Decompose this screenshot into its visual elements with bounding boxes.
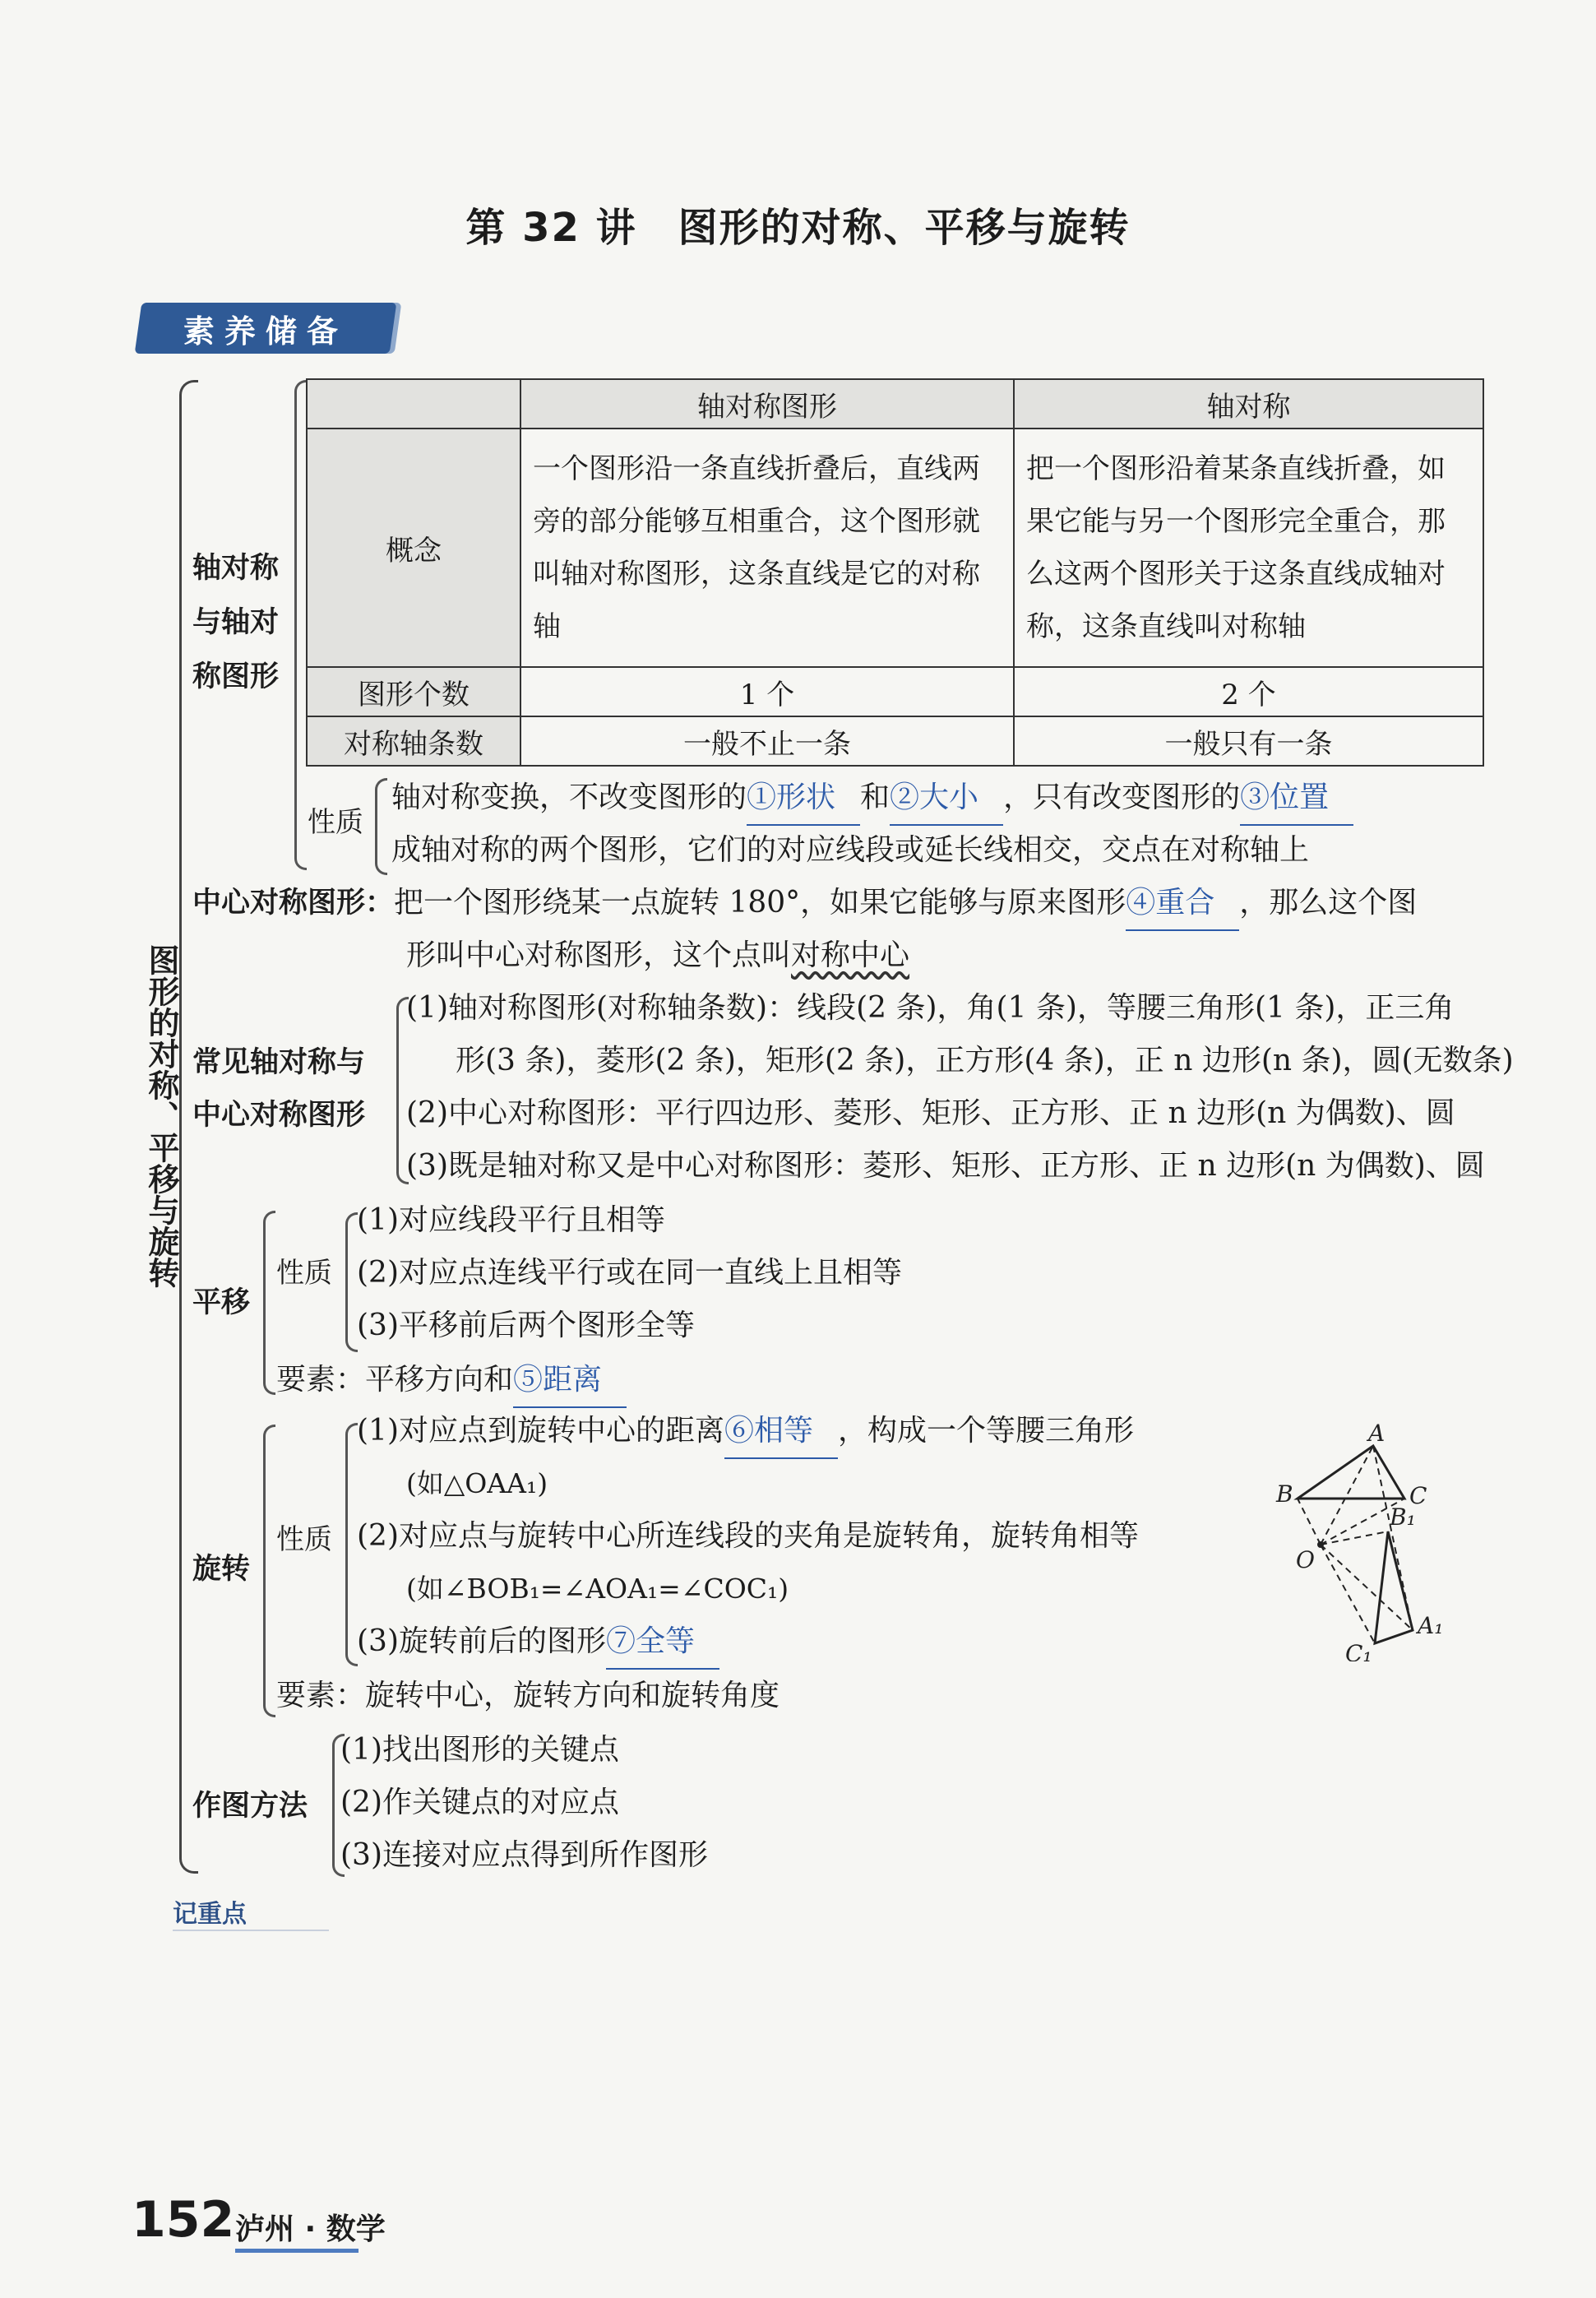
- drawing-step-2: (2)作关键点的对应点: [340, 1786, 619, 1819]
- page-title: 第 32 讲 图形的对称、平移与旋转: [465, 205, 1131, 251]
- label-b1: B₁: [1390, 1503, 1416, 1531]
- blank-5: ⑤距离: [513, 1354, 627, 1408]
- rotation-property-label: 性质: [276, 1523, 332, 1556]
- translation-p3: (3)平移前后两个图形全等: [357, 1309, 695, 1342]
- rotation-p2-example: (如∠BOB₁=∠AOA₁=∠COC₁): [406, 1573, 789, 1605]
- axis-prop1-text-b: 和: [860, 781, 891, 814]
- label-a1: A₁: [1418, 1612, 1444, 1639]
- rotation-p3: [357, 1615, 719, 1670]
- common-heading-line-2: 中心对称图形: [192, 1099, 366, 1132]
- label-b: B: [1276, 1480, 1293, 1508]
- rotation-p1-text-a: (1)对应点到旋转中心的距离: [357, 1414, 724, 1448]
- central-heading: 中心对称图形：: [192, 887, 395, 920]
- triangle-abc: [1298, 1446, 1404, 1499]
- rotation-p1-text-b: ，构成一个等腰三角形: [838, 1414, 1135, 1448]
- central-text-c: 形叫中心对称图形，这个点叫: [406, 938, 792, 972]
- central-line-2: [406, 929, 909, 982]
- rotation-diagram: [1266, 1423, 1472, 1661]
- axes-axis-figure: 一般不止一条: [520, 716, 1014, 766]
- row-head-concept: 概念: [307, 429, 520, 667]
- common-item-3: (3)既是轴对称又是中心对称图形：菱形、矩形、正方形、正 n 边形(n 为偶数)、圆: [406, 1149, 1485, 1183]
- axis-property-2: 成轴对称的两个图形，它们的对应线段或延长线相交，交点在对称轴上: [391, 833, 1310, 867]
- rotation-heading: 旋转: [192, 1553, 251, 1586]
- table-row-count: [307, 667, 1483, 716]
- axis-property-brace: [375, 778, 387, 875]
- row-head-count: 图形个数: [307, 667, 520, 716]
- table-col-axis-symmetry: 轴对称: [1014, 379, 1483, 429]
- axis-prop1-text-c: ，只有改变图形的: [1003, 781, 1241, 814]
- axis-definition-table: [306, 378, 1484, 767]
- axis-heading-line-1: 轴对称: [192, 552, 280, 585]
- rotation-p1-example: (如△OAA₁): [406, 1467, 548, 1499]
- label-c1: C₁: [1345, 1640, 1372, 1661]
- row-head-axes: 对称轴条数: [307, 716, 520, 766]
- banner-text: 素养储备: [183, 313, 348, 350]
- rotation-p3-text: (3)旋转前后的图形: [357, 1624, 606, 1658]
- translation-p2: (2)对应点连线平行或在同一直线上且相等: [357, 1256, 902, 1290]
- blank-6: ⑥相等: [724, 1405, 838, 1459]
- axis-property-label: 性质: [308, 806, 363, 839]
- footer-label: 泸州 · 数学: [235, 2212, 386, 2246]
- central-text-b: ，那么这个图: [1239, 886, 1418, 920]
- blank-7: ⑦全等: [606, 1615, 719, 1670]
- rotation-brace: [263, 1425, 275, 1717]
- table-corner-cell: [307, 379, 520, 429]
- central-text-a: 把一个图形绕某一点旋转 180°，如果它能够与原来图形: [394, 886, 1126, 920]
- symmetry-center-term: 对称中心: [791, 938, 910, 972]
- rotation-p2: (2)对应点与旋转中心所连线段的夹角是旋转角，旋转角相等: [357, 1519, 1139, 1553]
- label-o: O: [1296, 1546, 1315, 1573]
- axis-property-1: [391, 771, 1353, 826]
- concept-axis-symmetry: 把一个图形沿着某条直线折叠，如果它能与另一个图形完全重合，那么这两个图形关于这条直线成轴对称，这条直线叫对称轴: [1014, 429, 1483, 667]
- footer-accent-line: [235, 2249, 359, 2253]
- common-heading: [192, 1036, 365, 1142]
- table-row-concept: [307, 429, 1483, 667]
- central-line-1: [192, 877, 1417, 931]
- rotation-center-point: [1317, 1541, 1324, 1548]
- sidebar-title: 图形的对称、平移与旋转: [143, 944, 179, 1288]
- rotation-p1: [357, 1405, 1134, 1459]
- blank-4: ④重合: [1126, 877, 1239, 931]
- blank-2: ②大小: [890, 771, 1003, 826]
- section-banner: [135, 303, 397, 354]
- translation-p1: (1)对应线段平行且相等: [357, 1203, 665, 1237]
- axis-heading-line-3: 称图形: [192, 660, 280, 693]
- label-a: A: [1368, 1423, 1386, 1447]
- axis-heading: [192, 541, 279, 704]
- translation-heading: 平移: [192, 1286, 251, 1319]
- count-axis-figure: 1 个: [520, 667, 1014, 716]
- axis-brace: [294, 380, 307, 870]
- blank-1: ①形状: [747, 771, 860, 826]
- axis-heading-line-2: 与轴对: [192, 606, 280, 639]
- note-label: 记重点: [173, 1893, 329, 1931]
- triangle-a1b1c1: [1375, 1531, 1413, 1643]
- drawing-step-1: (1)找出图形的关键点: [340, 1733, 619, 1767]
- blank-3: ③位置: [1240, 771, 1353, 826]
- translation-property-label: 性质: [276, 1257, 332, 1290]
- table-col-axis-figure: 轴对称图形: [520, 379, 1014, 429]
- axes-axis-symmetry: 一般只有一条: [1014, 716, 1483, 766]
- rotation-dashed-lines: [1298, 1446, 1413, 1643]
- rotation-property-brace: [345, 1423, 358, 1666]
- drawing-heading: 作图方法: [192, 1790, 308, 1823]
- count-axis-symmetry: 2 个: [1014, 667, 1483, 716]
- common-item-1a: (1)轴对称图形(对称轴条数)：线段(2 条)，角(1 条)，等腰三角形(1 条)，正三角: [406, 991, 1455, 1025]
- translation-property-brace: [345, 1212, 358, 1352]
- drawing-step-3: (3)连接对应点得到所作图形: [340, 1838, 708, 1872]
- common-heading-line-1: 常见轴对称与: [192, 1046, 366, 1079]
- concept-axis-figure: 一个图形沿一条直线折叠后，直线两旁的部分能够互相重合，这个图形就叫轴对称图形，这条直线是它的对称轴: [520, 429, 1014, 667]
- rotation-element: 要素：旋转中心，旋转方向和旋转角度: [276, 1679, 780, 1712]
- common-item-2: (2)中心对称图形：平行四边形、菱形、矩形、正方形、正 n 边形(n 为偶数)、圆: [406, 1096, 1455, 1130]
- page-number: 152: [132, 2191, 235, 2249]
- translation-brace: [263, 1211, 275, 1395]
- label-c: C: [1409, 1482, 1427, 1509]
- common-item-1b: 形(3 条)，菱形(2 条)，矩形(2 条)，正方形(4 条)，正 n 边形(n 条)，圆(无数条): [456, 1044, 1514, 1077]
- table-header-row: [307, 379, 1483, 429]
- axis-prop1-text-a: 轴对称变换，不改变图形的: [391, 781, 747, 814]
- translation-element: [276, 1354, 627, 1408]
- table-row-axes: [307, 716, 1483, 766]
- translation-element-text: 要素：平移方向和: [276, 1363, 514, 1397]
